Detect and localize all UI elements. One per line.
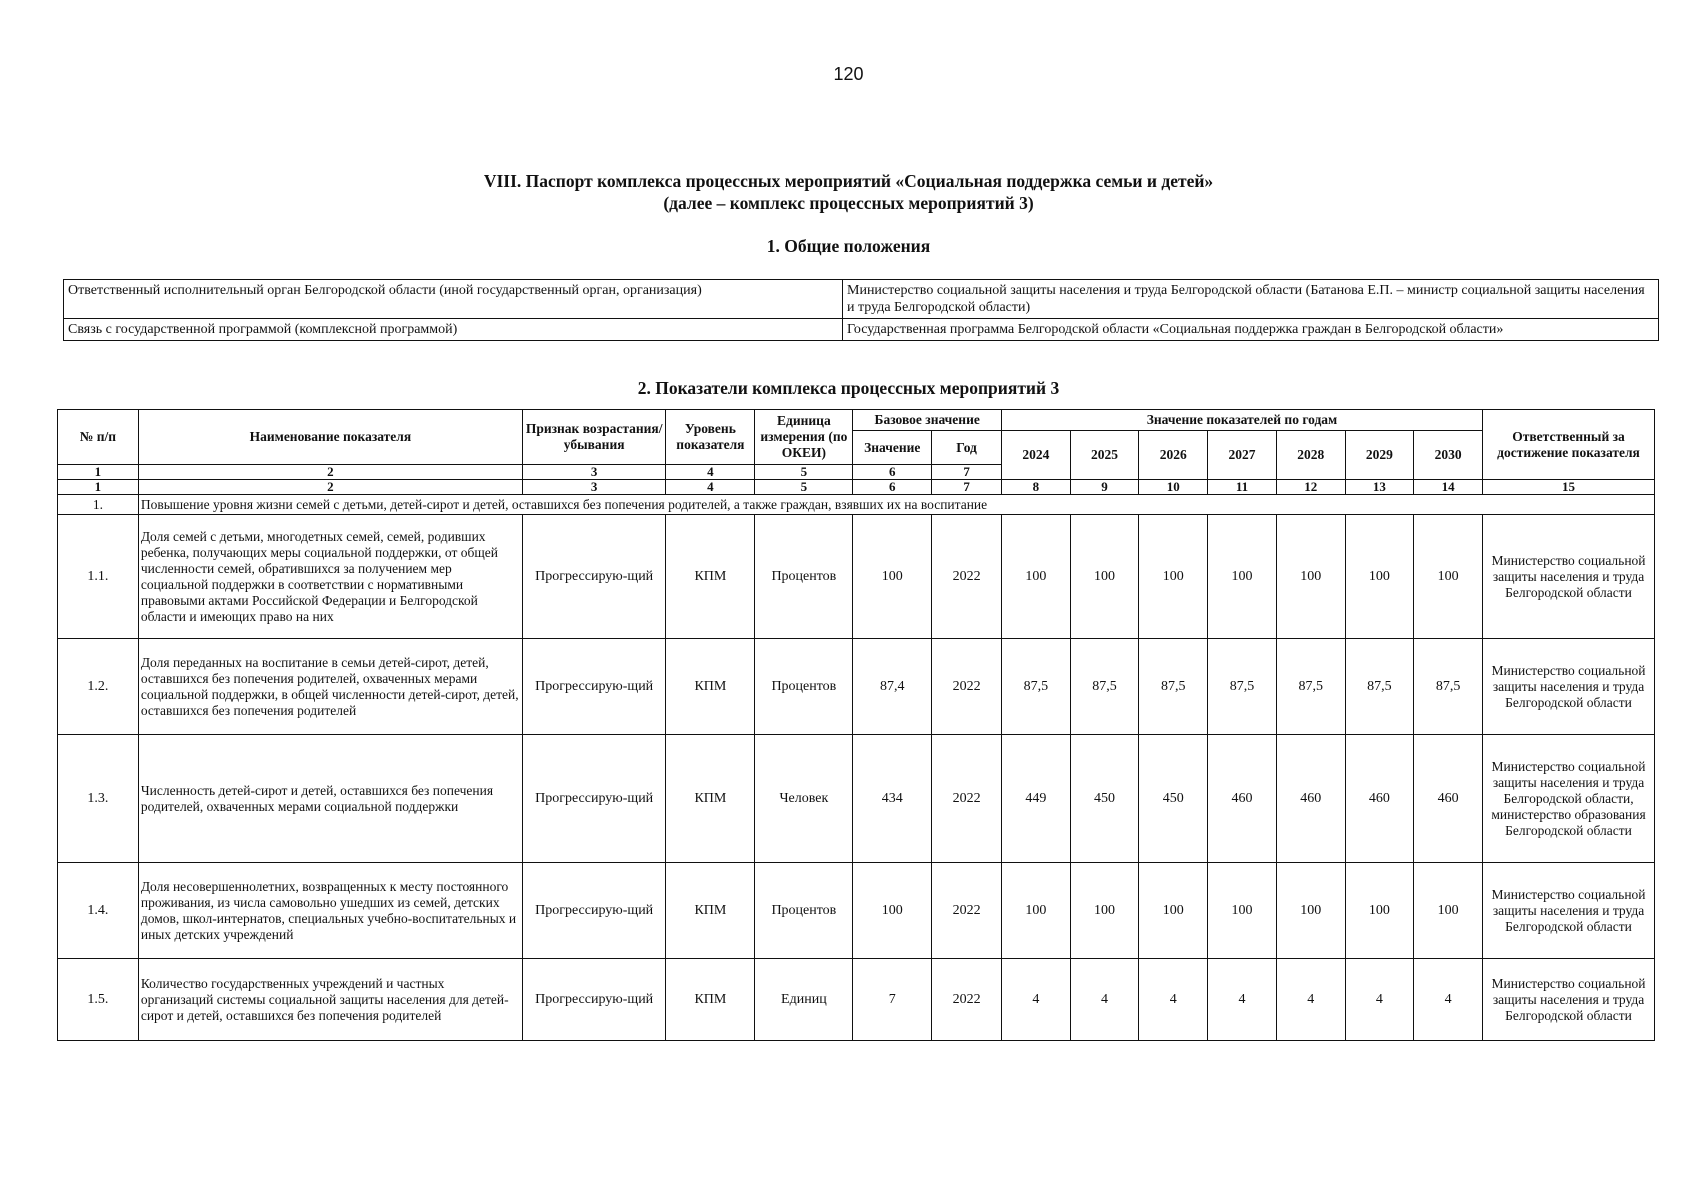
year-value: 100 — [1414, 515, 1483, 639]
header-base-value: Значение — [853, 431, 932, 465]
document-title — [0, 170, 1697, 214]
indicator-unit: Человек — [755, 735, 853, 863]
section-general-heading: 1. Общие положения — [766, 236, 931, 256]
column-number: 6 — [853, 480, 932, 495]
indicator-level: КПМ — [666, 735, 755, 863]
base-year: 2022 — [932, 515, 1002, 639]
base-value: 100 — [853, 515, 932, 639]
year-value: 4 — [1414, 959, 1483, 1041]
indicator-unit: Процентов — [755, 639, 853, 735]
year-value: 450 — [1139, 735, 1208, 863]
table-row — [58, 639, 1655, 735]
row-num: 1.5. — [58, 959, 139, 1041]
column-number: 10 — [1139, 480, 1208, 495]
responsible: Министерство социальной защиты населения и труда Белгородской области — [1483, 959, 1655, 1041]
indicator-trend: Прогрессирую-щий — [522, 735, 666, 863]
column-number: 6 — [853, 465, 932, 480]
year-value: 450 — [1070, 735, 1139, 863]
header-base: Базовое значение — [853, 410, 1002, 431]
base-year: 2022 — [932, 735, 1002, 863]
column-number: 9 — [1070, 480, 1139, 495]
indicator-trend: Прогрессирую-щий — [522, 515, 666, 639]
page-number: 120 — [833, 64, 864, 84]
general-provisions-table — [63, 279, 1659, 341]
responsible: Министерство социальной защиты населения и труда Белгородской области — [1483, 515, 1655, 639]
table-row — [58, 735, 1655, 863]
base-year: 2022 — [932, 959, 1002, 1041]
indicator-unit: Единиц — [755, 959, 853, 1041]
column-number: 4 — [666, 465, 755, 480]
indicator-trend: Прогрессирую-щий — [522, 639, 666, 735]
column-number: 5 — [755, 465, 853, 480]
indicator-level: КПМ — [666, 639, 755, 735]
column-number: 1 — [58, 465, 139, 480]
year-value: 100 — [1345, 515, 1414, 639]
base-year: 2022 — [932, 863, 1002, 959]
year-value: 460 — [1345, 735, 1414, 863]
base-year: 2022 — [932, 639, 1002, 735]
header-num: № п/п — [58, 410, 139, 465]
goal-text: Повышение уровня жизни семей с детьми, детей-сирот и детей, оставшихся без попечения родителей, а также граждан, взявших их на воспитание — [138, 495, 1654, 515]
year-value: 87,5 — [1345, 639, 1414, 735]
year-value: 4 — [1276, 959, 1345, 1041]
table-row — [58, 959, 1655, 1041]
header-name: Наименование показателя — [138, 410, 522, 465]
header-responsible: Ответственный за достижение показателя — [1483, 410, 1655, 480]
general-row — [64, 319, 1659, 341]
indicator-level: КПМ — [666, 959, 755, 1041]
column-number: 8 — [1001, 480, 1070, 495]
header-year: 2026 — [1139, 431, 1208, 480]
header-year: 2028 — [1276, 431, 1345, 480]
indicator-trend: Прогрессирую-щий — [522, 959, 666, 1041]
column-number: 11 — [1208, 480, 1277, 495]
responsible: Министерство социальной защиты населения и труда Белгородской области — [1483, 639, 1655, 735]
year-value: 4 — [1139, 959, 1208, 1041]
column-number: 7 — [932, 480, 1002, 495]
responsible: Министерство социальной защиты населения и труда Белгородской области, министерство образования Белгородской области — [1483, 735, 1655, 863]
general-row — [64, 280, 1659, 319]
column-number: 2 — [138, 480, 522, 495]
row-num: 1.3. — [58, 735, 139, 863]
general-value: Министерство социальной защиты населения и труда Белгородской области (Батанова Е.П. – министр социальной защиты населения и труда Белгородской области) — [843, 280, 1659, 319]
year-value: 100 — [1070, 863, 1139, 959]
year-value: 460 — [1276, 735, 1345, 863]
header-by-years: Значение показателей по годам — [1001, 410, 1482, 431]
year-value: 460 — [1414, 735, 1483, 863]
year-value: 4 — [1070, 959, 1139, 1041]
year-value: 100 — [1208, 863, 1277, 959]
year-value: 100 — [1276, 863, 1345, 959]
indicator-name: Количество государственных учреждений и частных организаций системы социальной защиты населения для детей-сирот и детей, оставшихся без попечения родителей — [138, 959, 522, 1041]
indicator-unit: Процентов — [755, 863, 853, 959]
year-value: 460 — [1208, 735, 1277, 863]
indicator-name: Доля семей с детьми, многодетных семей, семей, родивших ребенка, получающих меры социальной поддержки, от общей численности семей, обратившихся за получением мер социальной поддержки в соответствии с нормативными правовыми актами Российской Федерации и Белгородской области и имеющих право на них — [138, 515, 522, 639]
responsible: Министерство социальной защиты населения и труда Белгородской области — [1483, 863, 1655, 959]
column-number: 15 — [1483, 480, 1655, 495]
year-value: 100 — [1001, 863, 1070, 959]
indicator-name: Доля переданных на воспитание в семьи детей-сирот, детей, оставшихся без попечения родителей, охваченных мерами социальной поддержки, в общей численности детей-сирот, детей, оставшихся без попечения родителей — [138, 639, 522, 735]
header-row — [58, 410, 1655, 431]
general-label: Ответственный исполнительный орган Белгородской области (иной государственный орган, организация) — [64, 280, 843, 319]
year-value: 87,5 — [1001, 639, 1070, 735]
general-value: Государственная программа Белгородской области «Социальная поддержка граждан в Белгородской области» — [843, 319, 1659, 341]
indicator-level: КПМ — [666, 863, 755, 959]
column-number: 3 — [522, 480, 666, 495]
header-year: 2027 — [1208, 431, 1277, 480]
header-year: 2025 — [1070, 431, 1139, 480]
year-value: 100 — [1276, 515, 1345, 639]
column-number: 14 — [1414, 480, 1483, 495]
header-unit: Единица измерения (по ОКЕИ) — [755, 410, 853, 465]
header-level: Уровень показателя — [666, 410, 755, 465]
row-num: 1.1. — [58, 515, 139, 639]
year-value: 100 — [1139, 863, 1208, 959]
indicator-level: КПМ — [666, 515, 755, 639]
section-indicators-heading: 2. Показатели комплекса процессных мероприятий 3 — [637, 378, 1060, 398]
row-num: 1.2. — [58, 639, 139, 735]
year-value: 449 — [1001, 735, 1070, 863]
column-number: 4 — [666, 480, 755, 495]
indicator-name: Доля несовершеннолетних, возвращенных к месту постоянного проживания, из числа самовольно ушедших из семей, детских домов, школ-интернатов, специальных учебно-воспитательных и иных детских учреждений — [138, 863, 522, 959]
year-value: 87,5 — [1414, 639, 1483, 735]
year-value: 87,5 — [1208, 639, 1277, 735]
year-value: 87,5 — [1276, 639, 1345, 735]
year-value: 4 — [1345, 959, 1414, 1041]
table-row — [58, 863, 1655, 959]
base-value: 87,4 — [853, 639, 932, 735]
column-number: 5 — [755, 480, 853, 495]
column-number-row — [58, 480, 1655, 495]
goal-num: 1. — [58, 495, 139, 515]
year-value: 4 — [1208, 959, 1277, 1041]
header-base-year: Год — [932, 431, 1002, 465]
row-num: 1.4. — [58, 863, 139, 959]
column-number: 3 — [522, 465, 666, 480]
year-value: 100 — [1139, 515, 1208, 639]
document-title-line2: (далее – комплекс процессных мероприятий 3) — [663, 193, 1034, 213]
year-value: 87,5 — [1139, 639, 1208, 735]
header-year: 2030 — [1414, 431, 1483, 480]
indicator-name: Численность детей-сирот и детей, оставшихся без попечения родителей, охваченных мерами социальной поддержки — [138, 735, 522, 863]
base-value: 434 — [853, 735, 932, 863]
header-year: 2029 — [1345, 431, 1414, 480]
base-value: 7 — [853, 959, 932, 1041]
column-number: 1 — [58, 480, 139, 495]
header-year: 2024 — [1001, 431, 1070, 480]
column-number: 12 — [1276, 480, 1345, 495]
general-label: Связь с государственной программой (комплексной программой) — [64, 319, 843, 341]
goal-row — [58, 495, 1655, 515]
year-value: 87,5 — [1070, 639, 1139, 735]
base-value: 100 — [853, 863, 932, 959]
column-number: 2 — [138, 465, 522, 480]
year-value: 4 — [1001, 959, 1070, 1041]
table-row — [58, 515, 1655, 639]
indicator-trend: Прогрессирую-щий — [522, 863, 666, 959]
column-number: 13 — [1345, 480, 1414, 495]
year-value: 100 — [1208, 515, 1277, 639]
document-title-line1: VIII. Паспорт комплекса процессных мероприятий «Социальная поддержка семьи и детей» — [483, 171, 1214, 191]
year-value: 100 — [1414, 863, 1483, 959]
year-value: 100 — [1345, 863, 1414, 959]
indicators-table — [57, 409, 1655, 1041]
column-number: 7 — [932, 465, 1002, 480]
year-value: 100 — [1001, 515, 1070, 639]
header-trend: Признак возрастания/ убывания — [522, 410, 666, 465]
year-value: 100 — [1070, 515, 1139, 639]
indicator-unit: Процентов — [755, 515, 853, 639]
